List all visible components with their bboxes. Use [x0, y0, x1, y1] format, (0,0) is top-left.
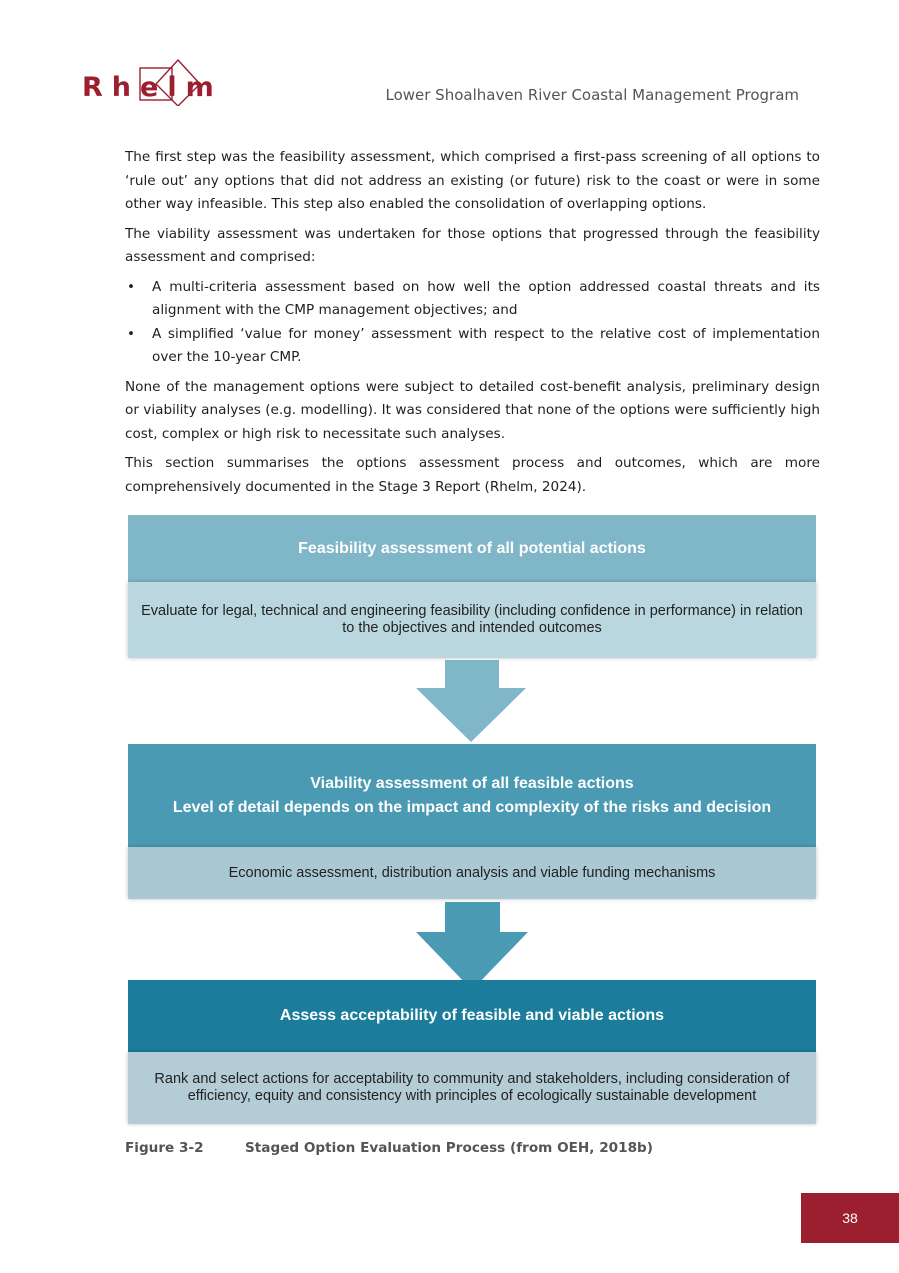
stage-description: Rank and select actions for acceptability to community and stakeholders, including consideration of efficiency, equity and consistency with principles of ecologically sustainable development: [128, 1052, 816, 1124]
figure-caption: [125, 1140, 653, 1156]
stage-feasibility: [128, 515, 816, 658]
list-item: • A multi-criteria assessment based on how well the option addressed coastal threats and its alignment with the CMP management objectives; and: [125, 276, 820, 323]
stage-title: Assess acceptability of feasible and viable actions: [128, 980, 816, 1052]
stage-acceptability: [128, 980, 816, 1124]
logo-text: Rhelm: [82, 72, 223, 103]
document-title: Lower Shoalhaven River Coastal Management Program: [385, 86, 799, 104]
stage-title: Feasibility assessment of all potential actions: [128, 515, 816, 582]
down-arrow-icon: [414, 902, 530, 992]
figure-number: Figure 3-2: [125, 1140, 204, 1156]
paragraph: The first step was the feasibility assessment, which comprised a first-pass screening of all options to ‘rule out’ any options that did not address an existing (or future) risk to the coast or were in some other way infeasible. This step also enabled the consolidation of overlapping options.: [125, 149, 820, 212]
paragraph: The viability assessment was undertaken for those options that progressed through the feasibility assessment and comprised:: [125, 225, 820, 265]
stage-title: Viability assessment of all feasible actions Level of detail depends on the impact and complexity of the risks and decision: [128, 744, 816, 847]
rhelm-logo: [82, 50, 242, 106]
page-number: 38: [801, 1193, 899, 1243]
body-text: [125, 146, 820, 505]
bullet-list: [125, 276, 820, 370]
paragraph: None of the management options were subject to detailed cost-benefit analysis, preliminary design or viability analyses (e.g. modelling). It was considered that none of the options were sufficiently high cost, complex or high risk to necessitate such analyses.: [125, 378, 820, 442]
stage-viability: [128, 744, 816, 899]
down-arrow-icon: [414, 660, 528, 744]
stage-description: Economic assessment, distribution analysis and viable funding mechanisms: [128, 847, 816, 899]
list-item: • A simplified ‘value for money’ assessment with respect to the relative cost of implementation over the 10-year CMP.: [125, 323, 820, 370]
figure-title: Staged Option Evaluation Process (from OEH, 2018b): [245, 1140, 653, 1156]
paragraph: This section summarises the options assessment process and outcomes, which are more comprehensively documented in the Stage 3 Report (Rhelm, 2024).: [125, 455, 820, 495]
stage-description: Evaluate for legal, technical and engineering feasibility (including confidence in performance) in relation to the objectives and intended outcomes: [128, 582, 816, 658]
